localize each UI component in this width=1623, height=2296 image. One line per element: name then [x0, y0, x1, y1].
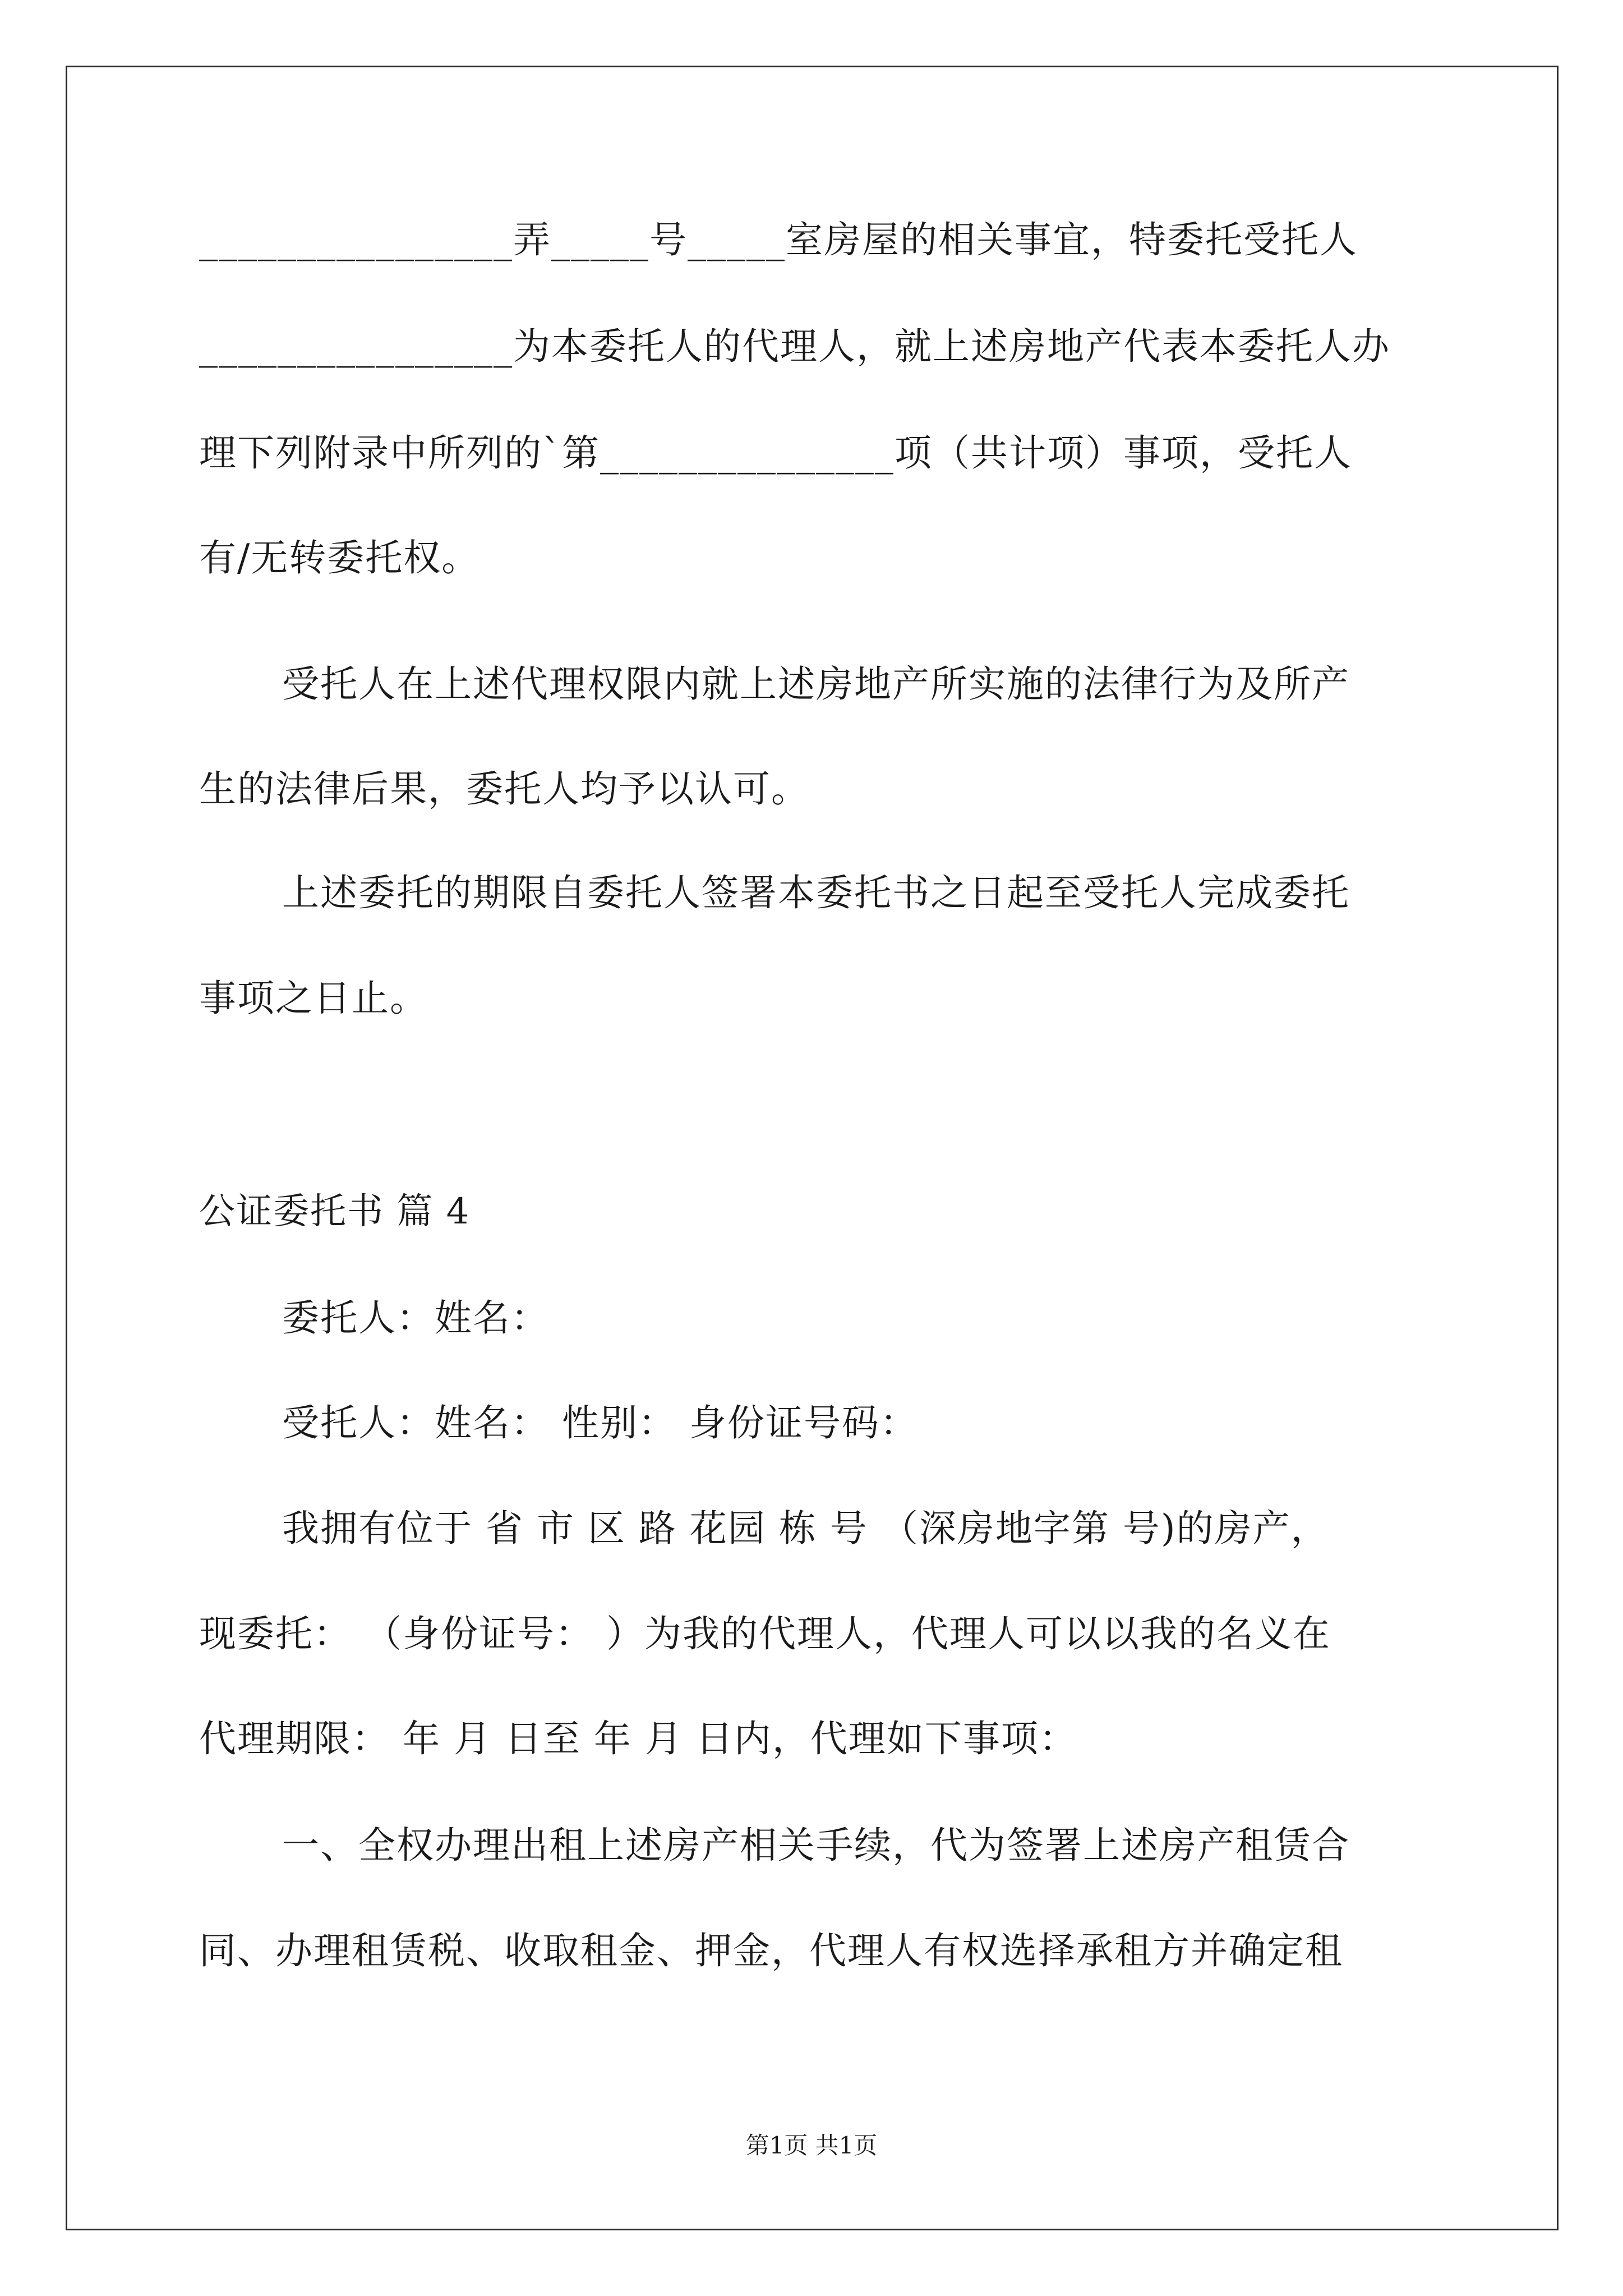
text-line-16: 同、办理租赁税、收取租金、押金，代理人有权选择承租方并确定租: [199, 1929, 1343, 1972]
text-line-4: 有/无转委托权。: [199, 536, 480, 579]
page-border: [66, 66, 1559, 2230]
page-footer: 第1页 共1页: [745, 2132, 878, 2159]
text-line-15: 一、全权办理出租上述房产相关手续，代为签署上述房产租赁合: [282, 1824, 1350, 1867]
text-line-13: 现委托： （身份证号： ）为我的代理人，代理人可以以我的名义在: [199, 1612, 1331, 1655]
text-line-7: 上述委托的期限自委托人签署本委托书之日起至受托人完成委托: [282, 871, 1350, 914]
text-line-6: 生的法律后果，委托人均予以认可。: [199, 767, 809, 811]
text-line-1: ________________弄_____号_____室房屋的相关事宜，特委托受托人: [199, 218, 1358, 261]
text-line-principal: 委托人：姓名：: [282, 1296, 549, 1340]
text-line-3: 理下列附录中所列的`第_______________项（共计项）事项，受托人: [199, 431, 1352, 475]
text-line-8: 事项之日止。: [199, 977, 428, 1020]
text-line-property: 我拥有位于 省 市 区 路 花园 栋 号 （深房地字第 号)的房产，: [282, 1507, 1329, 1550]
text-line-2: ________________为本委托人的代理人，就上述房地产代表本委托人办: [199, 325, 1390, 368]
text-line-14: 代理期限： 年 月 日至 年 月 日内，代理如下事项：: [199, 1717, 1077, 1760]
section-heading: 公证委托书 篇 4: [199, 1191, 471, 1232]
text-line-5: 受托人在上述代理权限内就上述房地产所实施的法律行为及所产: [282, 662, 1350, 706]
text-line-agent: 受托人：姓名： 性别： 身份证号码：: [282, 1401, 918, 1444]
